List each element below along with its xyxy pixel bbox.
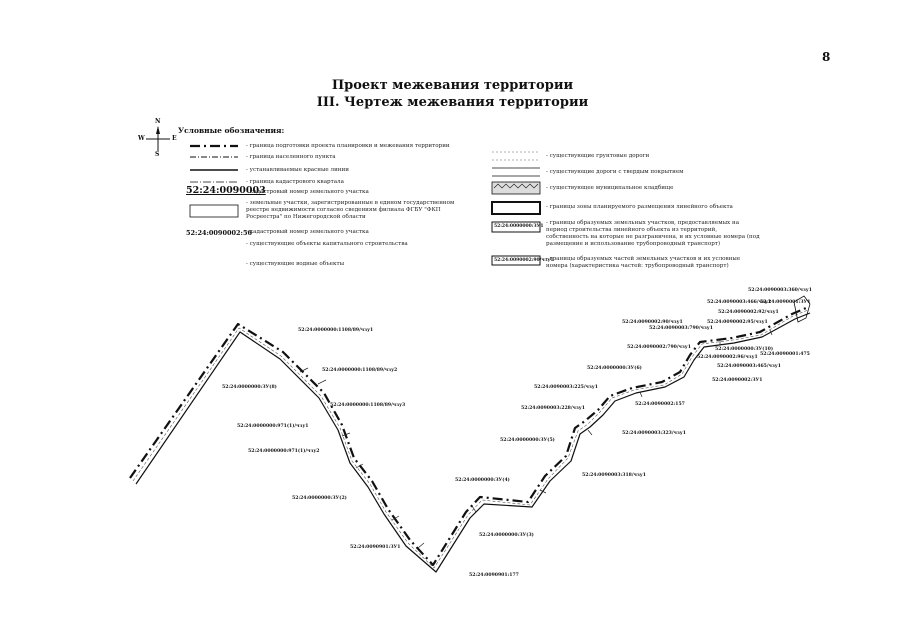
legend-item-buildings: - существующие объекты капитального строительства [246, 241, 408, 247]
page-title: Проект межевания территории [331, 78, 574, 93]
map-label: 52:24:0000000:1108/89/чзу3 [330, 403, 406, 408]
legend-code-quarter: 52:24:0090003 [186, 185, 266, 196]
map-label: 52:24:0000000:971(1)/чзу2 [248, 449, 320, 454]
map-label: 52:24:0090003:790/чзу1 [649, 326, 713, 331]
map-label: 52:24:0090001:475 [760, 352, 810, 357]
legend-item-plot-number: - кадастровый номер земельного участка [246, 229, 369, 235]
route-red-line [133, 310, 808, 568]
page-number: 8 [822, 50, 831, 64]
map-label: 52:24:0000000:971(1)/чзу1 [237, 424, 309, 429]
compass-west: W [138, 135, 145, 142]
map-label: 52:24:0090003:465/чзу1 [717, 364, 781, 369]
map-label: 52:24:0090002:790/чзу1 [627, 345, 691, 350]
map-label: 52:24:0090002:92/чзу1 [718, 310, 779, 315]
compass-east: E [172, 135, 177, 142]
map-label: 52:24:0090003:360/чзу1 [748, 288, 812, 293]
map-label: 52:24:0000000:ЗУ(8) [222, 385, 277, 390]
route-boundary-inner [136, 313, 810, 572]
map-label: 52:24:0090002:95/чзу1 [707, 320, 768, 325]
map-label: 52:24:0090003:228/чзу1 [521, 406, 585, 411]
legend-item-cemetery: - существующее муниципальное кладбище [546, 185, 674, 191]
map-label: 52:24:0090003:318/чзу1 [582, 473, 646, 478]
map-label: 52:24:0090002:ЗУ1 [712, 378, 763, 383]
legend-code-plot: 52:24:0090002:56 [186, 229, 252, 237]
map-label: 52:24:0090003:466/чзу1 [707, 300, 771, 305]
legend-item-project-boundary: - граница подготовки проекта планировки и межевания территории [246, 143, 450, 149]
map-label: 52:24:0090901:177 [469, 573, 519, 578]
legend-item-formed-parts: - границы образуемых частей земельных участков и их условные номера (характеристика частей: трубопроводный транспорт) [546, 256, 741, 269]
map-label: 52:24:0000000:ЗУ(10) [715, 347, 774, 352]
legend-item-settlement-boundary: - граница населенного пункта [246, 154, 336, 160]
legend-heading: Условные обозначения: [178, 126, 285, 135]
map-label: 52:24:0090002:90/чзу1 [622, 320, 683, 325]
legend-item-paved-roads: - существующие дороги с твердым покрытием [546, 169, 684, 175]
map-label: 52:24:0090901:ЗУ1 [350, 545, 401, 550]
legend-item-cadastral-quarter: - граница кадастрового квартала [246, 179, 344, 185]
map-label: 52:24:0000000:1108/89/чзу2 [322, 368, 398, 373]
map-label: 52:24:0000000:ЗУ(5) [500, 438, 555, 443]
legend-code-chzu: 52:24:0090002:90/чзу1 [494, 258, 554, 263]
map-label: 52:24:0090001:ЗУ1 [760, 300, 811, 305]
map-label: 52:24:0000000:ЗУ(6) [587, 366, 642, 371]
legend-code-zu: 52:24:0000000:ЗУ1 [494, 224, 544, 229]
map-label: 52:24:0090002:157 [635, 402, 685, 407]
compass-north: N [155, 118, 161, 125]
map-label: 52:24:0000000:ЗУ(2) [292, 496, 347, 501]
legend-item-red-lines: - устанавливаемые красные линии [246, 167, 349, 173]
map-label: 52:24:0000000:ЗУ(4) [455, 478, 510, 483]
legend-item-registered-plots: - земельные участки, зарегистрированные в едином государственном реестре недвижимости согласно сведениям филиала ФГБУ "ФКП Росреестра" по Нижегородской области [246, 200, 455, 220]
map-label: 52:24:0090002:96/чзу1 [697, 355, 758, 360]
legend-item-cadastral-number: - кадастровый номер земельного участка [246, 189, 369, 195]
legend-item-water: - существующие водные объекты [246, 261, 345, 267]
legend-item-placement-zone: - границы зоны планируемого размещения линейного объекта [546, 204, 733, 210]
page-subtitle: III. Чертеж межевания территории [316, 95, 589, 110]
compass-south: S [155, 151, 160, 158]
map-label: 52:24:0090003:323/чзу1 [622, 431, 686, 436]
legend-item-formed-plots: - границы образуемых земельных участков, предоставляемых на период строительства линейного объекта из территорий, собственность на которые не разграничена, и их условные номера (под размещение и использование трубопроводный транспорт) [546, 220, 760, 247]
legend-item-dirt-roads: - существующие грунтовые дороги [546, 153, 650, 159]
map-label: 52:24:0090003:225/чзу1 [534, 385, 598, 390]
map-label: 52:24:0000000:1108/89/чзу1 [298, 328, 374, 333]
map-label: 52:24:0000000:ЗУ(3) [479, 533, 534, 538]
